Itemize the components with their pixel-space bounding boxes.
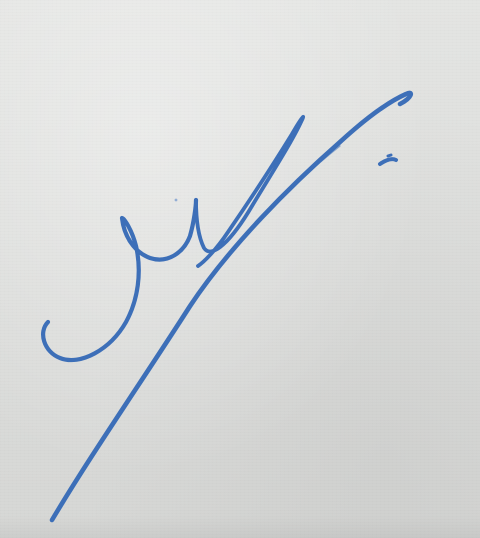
signature-dot [380,159,396,164]
signature-dot-small [388,155,391,156]
signature-stroke-slash-inner [58,146,340,512]
ink-speck [175,199,178,202]
signature-stroke-slash [52,93,411,520]
